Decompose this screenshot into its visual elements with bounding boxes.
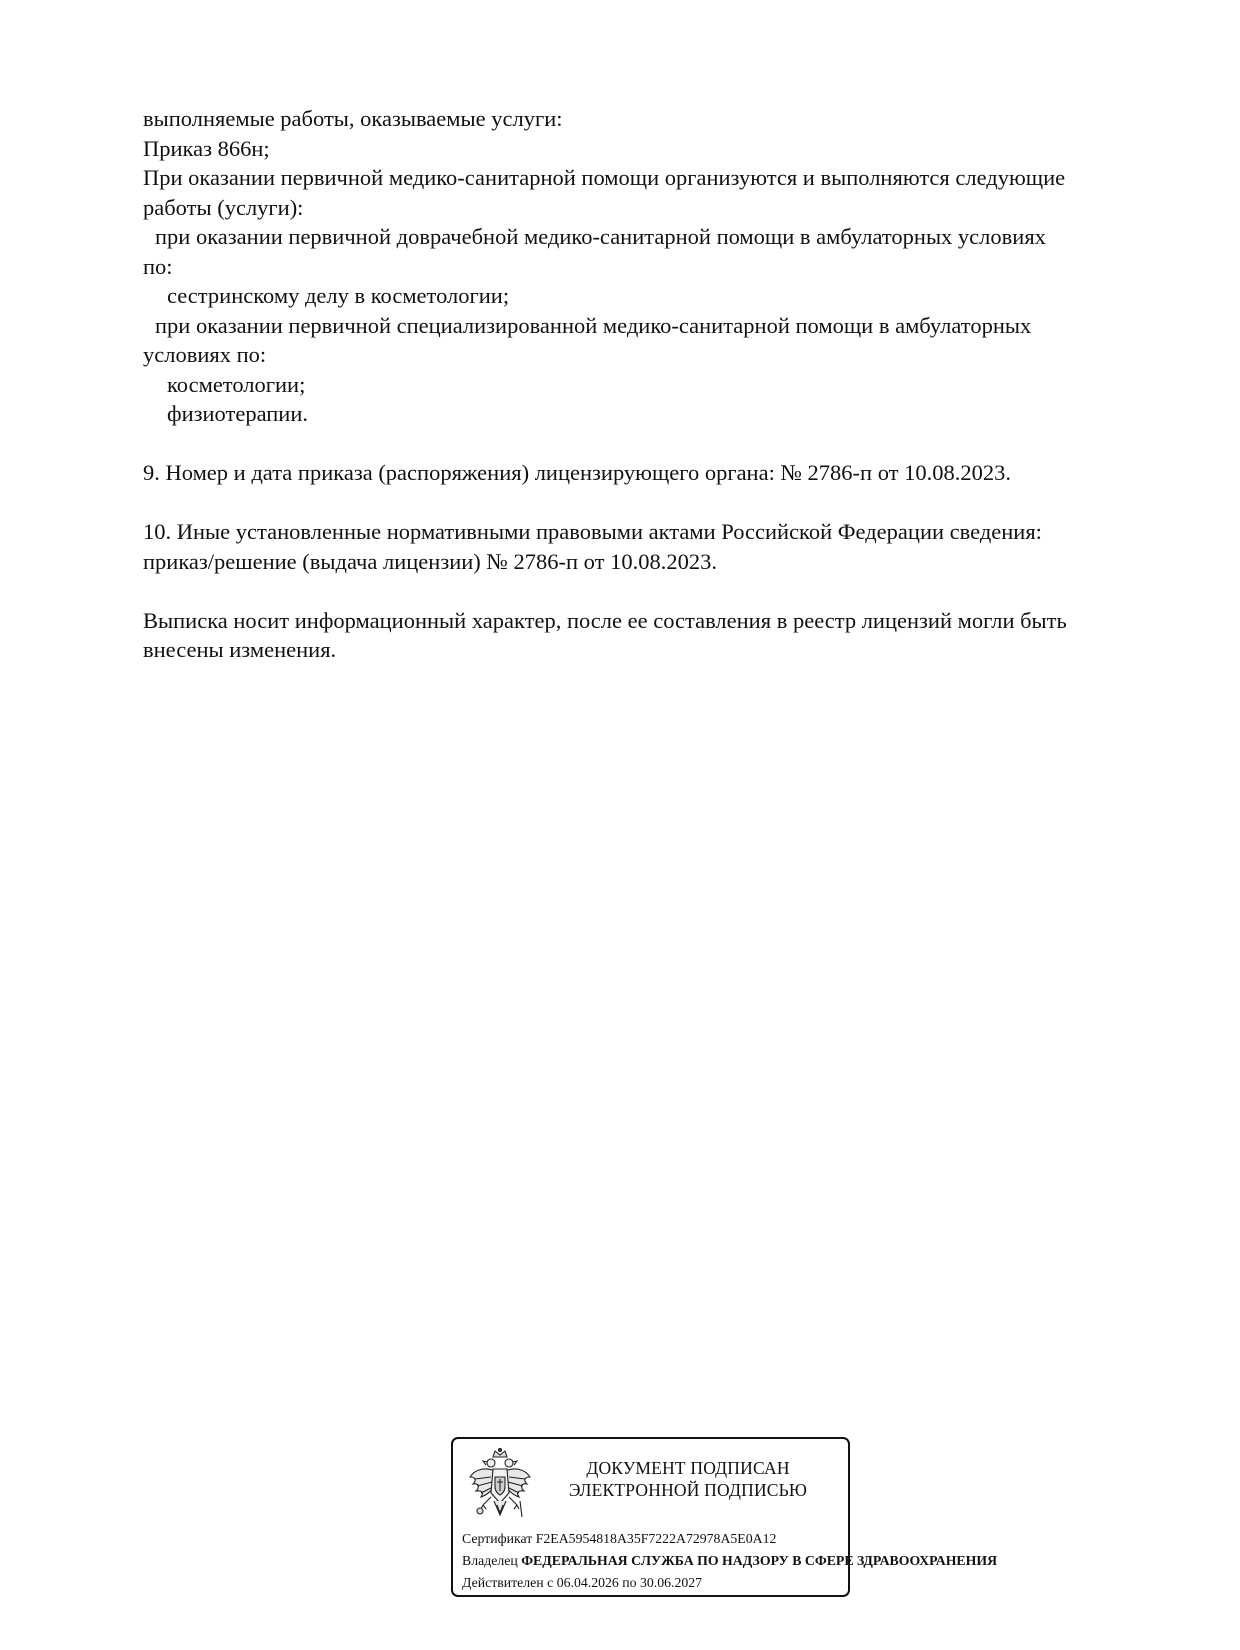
validity-row [462,1572,882,1594]
body-line: Приказ 866н; [143,135,270,161]
body-line: условиях по: [143,342,267,367]
informational-note: Выписка носит информационный характер, после ее составления в реестр лицензий могли быть [143,607,1067,633]
stamp-title [543,1457,833,1501]
document-body [143,104,1143,665]
certificate-label: Сертификат [462,1531,533,1546]
body-line: по: [143,253,173,279]
section-9: 9. Номер и дата приказа (распоряжения) лицензирующего органа: № 2786-п от 10.08.2023. [143,460,1011,485]
paragraph-gap [143,488,1143,518]
body-line: при оказании первичной специализированной медико-санитарной помощи в амбулаторных [155,312,1032,338]
validity-label: Действителен [462,1575,544,1590]
section-10: приказ/решение (выдача лицензии) № 2786-п от 10.08.2023. [143,548,717,574]
body-line: при оказании первичной доврачебной медико-санитарной помощи в амбулаторных условиях [155,224,1046,249]
certificate-row [462,1528,882,1550]
owner-row [462,1550,998,1572]
body-line: физиотерапии. [167,401,309,426]
body-line: сестринскому делу в косметологии; [167,283,510,308]
paragraph-gap [143,576,1143,606]
coat-of-arms-icon [467,1447,533,1529]
body-line: работы (услуги): [143,194,304,220]
stamp-title-line: ДОКУМЕНТ ПОДПИСАН [586,1458,790,1478]
body-line: выполняемые работы, оказываемые услуги: [143,106,563,131]
body-line: косметологии; [167,371,306,397]
owner-value: ФЕДЕРАЛЬНАЯ СЛУЖБА ПО НАДЗОРУ В СФЕРЕ ЗДРАВООХРАНЕНИЯ [521,1553,998,1568]
paragraph-gap [143,429,1143,459]
certificate-value: F2EA5954818A35F7222A72978A5E0A12 [535,1531,777,1546]
stamp-details [462,1528,998,1594]
validity-value: с 06.04.2026 по 30.06.2027 [547,1575,703,1590]
section-10: 10. Иные установленные нормативными правовыми актами Российской Федерации сведения: [143,519,1042,544]
informational-note: внесены изменения. [143,637,337,662]
stamp-title-line: ЭЛЕКТРОННОЙ ПОДПИСЬЮ [568,1480,808,1500]
electronic-signature-stamp [451,1437,998,1597]
owner-label: Владелец [462,1553,518,1568]
body-line: При оказании первичной медико-санитарной помощи организуются и выполняются следующие [143,165,1066,190]
